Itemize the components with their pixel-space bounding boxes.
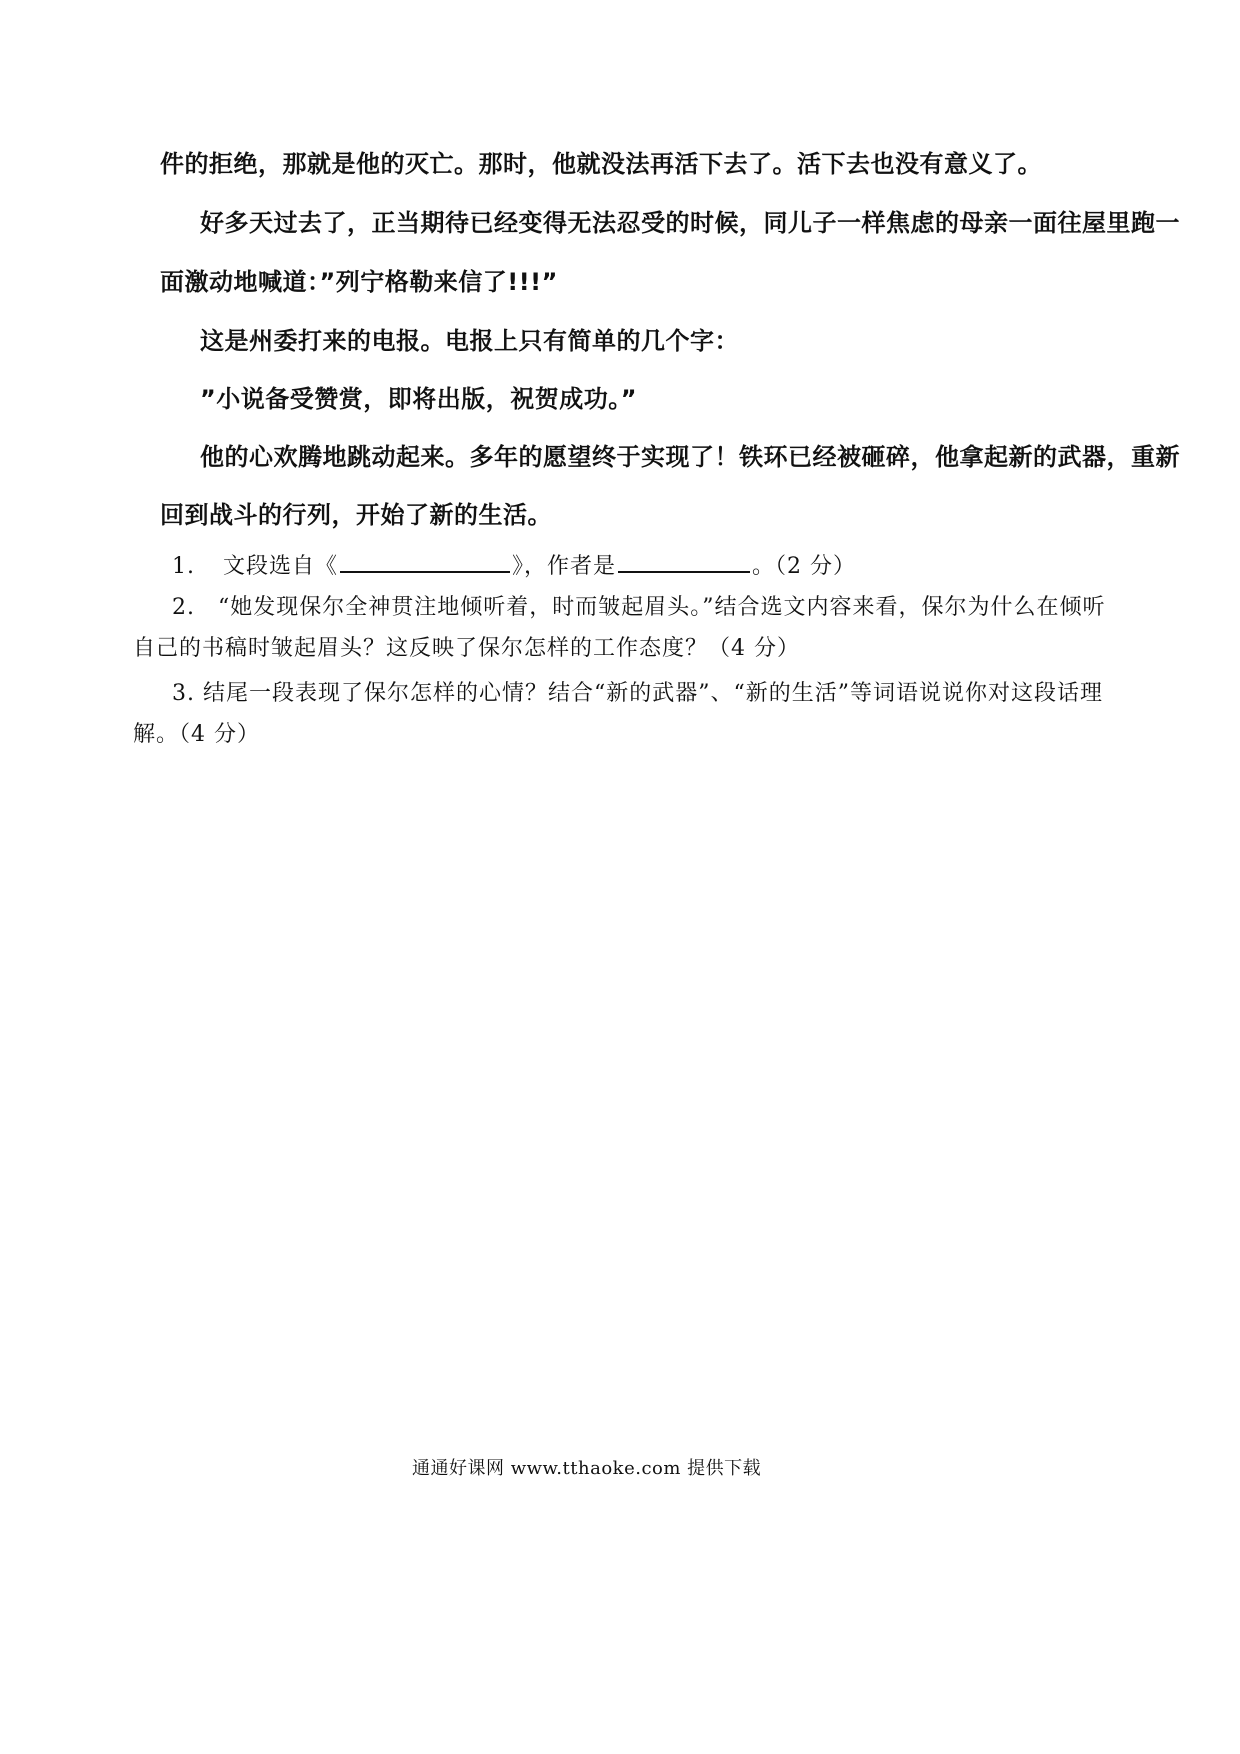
passage-line-6: 他的心欢腾地跳动起来。多年的愿望终于实现了！铁环已经被砸碎，他拿起新的武器，重新 <box>200 443 1180 471</box>
passage-line-4: 这是州委打来的电报。电报上只有简单的几个字： <box>200 327 739 355</box>
passage-line-2: 好多天过去了，正当期待已经变得无法忍受的时候，同儿子一样焦虑的母亲一面往屋里跑一 <box>200 209 1180 237</box>
question-2-line-1: 2. “她发现保尔全神贯注地倾听着，时而皱起眉头。”结合选文内容来看，保尔为什么在倾听 <box>172 595 1106 620</box>
passage-line-3: 面激动地喊道：”列宁格勒来信了!!!” <box>160 268 558 296</box>
footer-source: 通通好课网 www.tthaoke.com 提供下载 <box>412 1458 762 1479</box>
question-1-text-c: 。（2 分） <box>752 554 857 579</box>
question-3-line-1: 3. 结尾一段表现了保尔怎样的心情？结合“新的武器”、“新的生活”等词语说说你对这段话理 <box>172 681 1103 706</box>
passage-line-1: 件的拒绝，那就是他的灭亡。那时，他就没法再活下去了。活下去也没有意义了。 <box>160 150 1042 178</box>
question-1-book-blank[interactable] <box>340 551 510 573</box>
question-1-number: 1. <box>172 554 195 579</box>
passage-line-7: 回到战斗的行列，开始了新的生活。 <box>160 501 552 529</box>
question-1-text-b: 》，作者是 <box>512 554 617 579</box>
question-1-author-blank[interactable] <box>618 551 750 573</box>
question-3-line-2: 解。（4 分） <box>133 722 260 747</box>
question-1-text-a: 文段选自《 <box>223 554 339 579</box>
question-2-line-2: 自己的书稿时皱起眉头？这反映了保尔怎样的工作态度？（4 分） <box>133 636 800 661</box>
passage-line-5: ”小说备受赞赏，即将出版，祝贺成功。” <box>200 385 638 413</box>
question-1 <box>172 551 856 578</box>
